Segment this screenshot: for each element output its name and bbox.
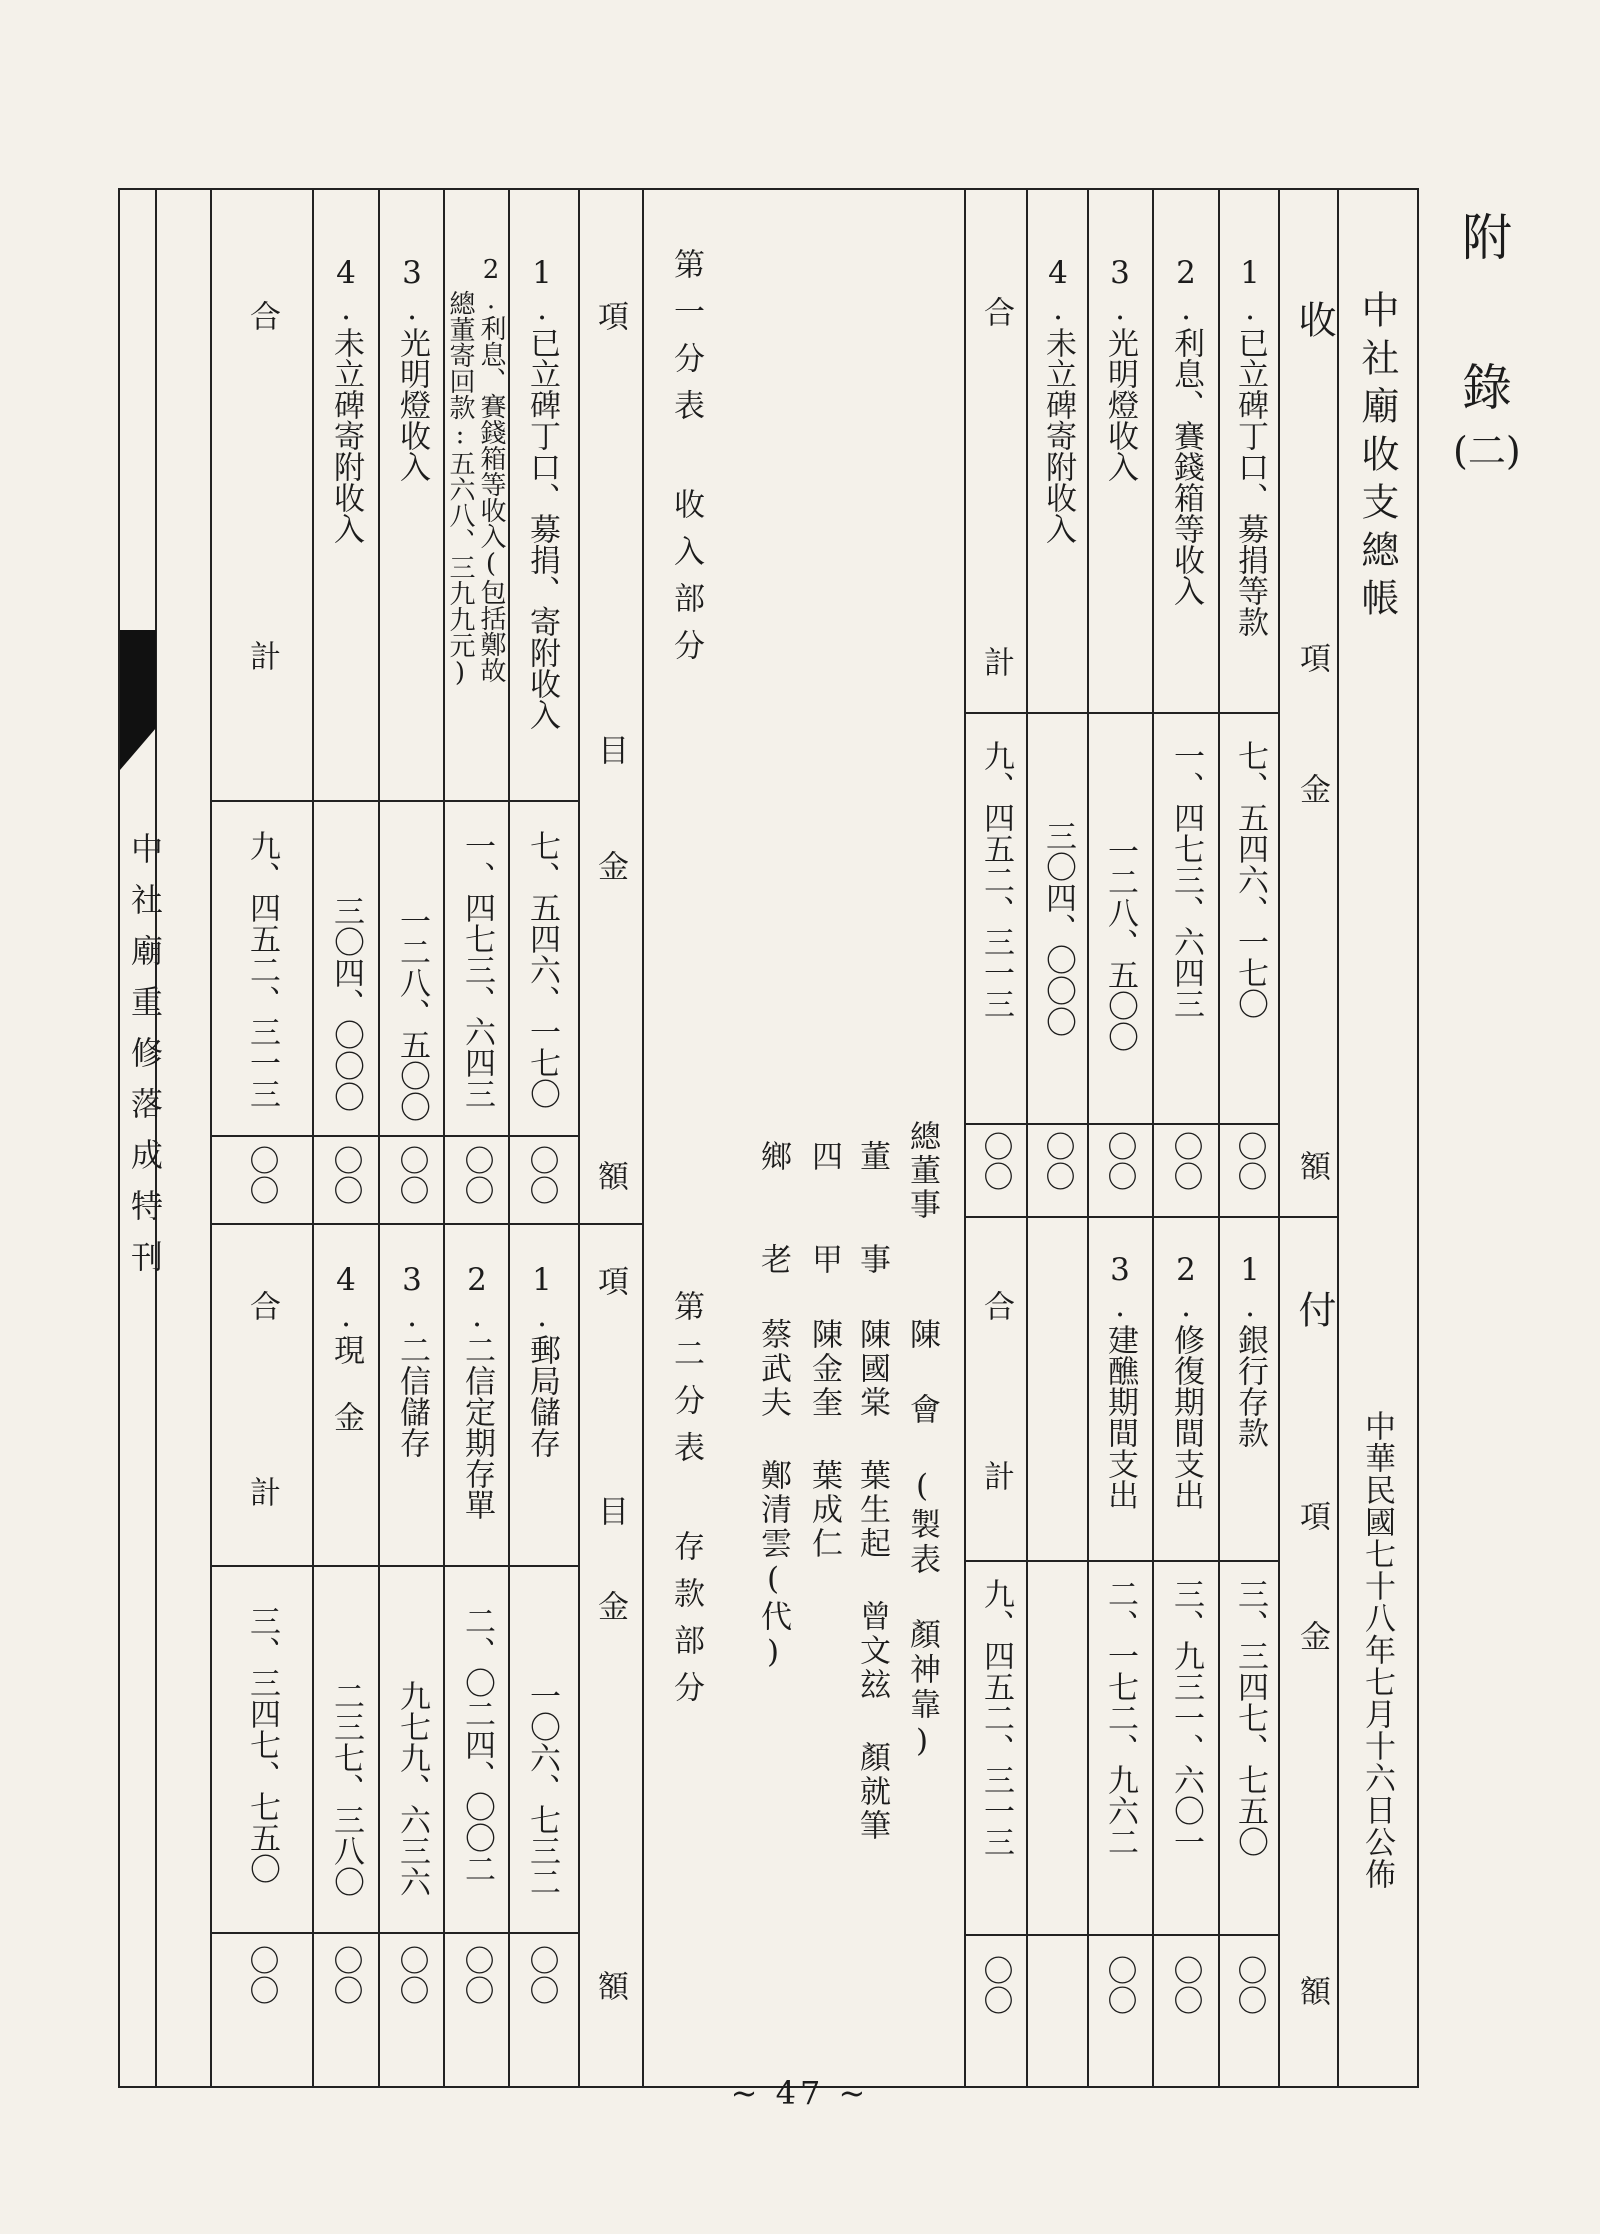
table2-item-4: 4.現 金	[328, 1262, 364, 1432]
table2-title: 第二分表 存款部分	[668, 1290, 704, 1718]
spine-title: 中社廟重修落成特刊	[126, 832, 164, 1291]
income-amount-2: 一、四七三、六四三	[1168, 740, 1204, 1019]
signature-role-4: 鄉 老	[755, 1140, 791, 1292]
income-fraction-1: 〇〇	[1231, 1131, 1267, 1191]
table1-item-4: 4.未立碑寄附收入	[328, 255, 364, 544]
expense-fraction-3: 〇〇	[1101, 1955, 1137, 2015]
table1-item-3: 3.光明燈收入	[394, 255, 430, 482]
table1-item-2: 2.利息、賽錢箱等收入(包括鄭故	[476, 255, 506, 683]
table1-item-header-bottom: 目	[592, 734, 628, 765]
expense-fraction-1: 〇〇	[1231, 1955, 1267, 2015]
table2-item-3: 3.二信儲存	[394, 1262, 430, 1458]
page-number: ~ 47 ~	[730, 2074, 870, 2112]
spine-mark	[120, 630, 156, 770]
table1-fraction-2: 〇〇	[458, 1145, 494, 1205]
expense-side-label: 付	[1292, 1290, 1336, 1328]
table2-money-header-bottom: 額	[592, 1970, 628, 2001]
income-amount-4: 三〇四、〇〇〇	[1040, 820, 1076, 1037]
table2-money-header-top: 金	[592, 1590, 628, 1621]
expense-total-label-top: 合	[978, 1290, 1014, 1321]
expense-item-1: 1.銀行存款	[1232, 1252, 1268, 1448]
table1-fraction-1: 〇〇	[523, 1145, 559, 1205]
table2-amount-3: 九七九、六三六	[394, 1680, 430, 1897]
expense-total-amount: 九、四五二、三一三	[978, 1578, 1014, 1857]
income-total-fraction: 〇〇	[977, 1131, 1013, 1191]
income-fraction-2: 〇〇	[1167, 1131, 1203, 1191]
appendix-char-1: 附	[1462, 209, 1512, 267]
income-total-label-top: 合	[978, 296, 1014, 327]
table2-amount-2: 二、〇二四、〇〇二	[459, 1605, 495, 1884]
table1-total-label-bottom: 計	[244, 640, 280, 671]
expense-money-top: 金	[1294, 1620, 1330, 1651]
summary-title: 中社廟收支總帳	[1355, 290, 1399, 626]
table1-title: 第一分表 收入部分	[668, 248, 704, 676]
signature-role-1: 總董事	[904, 1120, 940, 1222]
income-item-1: 1.已立碑丁口、募捐等款	[1232, 255, 1268, 637]
expense-total-label-bottom: 計	[978, 1460, 1014, 1491]
income-amount-1: 七、五四六、一七〇	[1232, 740, 1268, 1019]
income-item-2: 2.利息、賽錢箱等收入	[1168, 255, 1204, 606]
table2-fraction-3: 〇〇	[393, 1945, 429, 2005]
expense-item-2: 2.修復期間支出	[1168, 1252, 1204, 1510]
table2-total-fraction: 〇〇	[243, 1945, 279, 2005]
expense-total-fraction: 〇〇	[977, 1955, 1013, 2015]
signature-names-4: 蔡武夫 鄭清雲(代)	[755, 1318, 791, 1673]
table1-item-2-note: 總董寄回款:五六八、三九九元)	[445, 290, 475, 688]
appendix-char-2: 錄	[1462, 359, 1512, 417]
table2-fraction-4: 〇〇	[327, 1945, 363, 2005]
signature-names-2: 陳國棠 葉生起 曾文玆 顏就筆	[854, 1318, 890, 1843]
table2-total-label-top: 合	[244, 1290, 280, 1321]
table1-amount-4: 三〇四、〇〇〇	[328, 895, 364, 1112]
expense-amount-2: 三、九三一、六〇一	[1168, 1578, 1204, 1857]
table1-amount-2: 一、四七三、六四三	[459, 830, 495, 1109]
expense-item-label: 項	[1294, 1500, 1330, 1531]
table2-fraction-1: 〇〇	[523, 1945, 559, 2005]
table2-amount-1: 一〇六、七三二	[524, 1680, 560, 1897]
table2-fraction-2: 〇〇	[458, 1945, 494, 2005]
signature-role-3: 四 甲	[806, 1140, 842, 1292]
expense-amount-3: 二、一七二、九六二	[1102, 1578, 1138, 1857]
table2-item-header-bottom: 目	[592, 1495, 628, 1526]
income-total-label-bottom: 計	[978, 646, 1014, 677]
signature-names-1: 陳 會 (製表 顏神靠)	[904, 1318, 940, 1763]
table1-item-1: 1.已立碑丁口、募捐、寄附收入	[524, 255, 560, 730]
appendix-number: (二)	[1453, 429, 1521, 473]
table1-money-header-bottom: 額	[592, 1160, 628, 1191]
table1-amount-1: 七、五四六、一七〇	[524, 830, 560, 1109]
income-item-label: 項	[1294, 642, 1330, 673]
expense-amount-1: 三、三四七、七五〇	[1232, 1578, 1268, 1857]
table1-fraction-3: 〇〇	[393, 1145, 429, 1205]
summary-date: 中華民國七十八年七月十六日公佈	[1359, 1410, 1395, 1890]
income-money-top: 金	[1294, 773, 1330, 804]
income-fraction-4: 〇〇	[1039, 1131, 1075, 1191]
income-money-bottom: 額	[1294, 1150, 1330, 1181]
table2-total-label-bottom: 計	[244, 1476, 280, 1507]
income-total-amount: 九、四五二、三一三	[978, 740, 1014, 1019]
table1-total-label-top: 合	[244, 300, 280, 331]
table1-total-fraction: 〇〇	[243, 1145, 279, 1205]
table1-money-header-top: 金	[592, 850, 628, 881]
income-amount-3: 一二八、五〇〇	[1102, 835, 1138, 1052]
table2-item-2: 2.二信定期存單	[459, 1262, 495, 1520]
table1-total-amount: 九、四五二、三一三	[244, 830, 280, 1109]
income-item-3: 3.光明燈收入	[1102, 255, 1138, 482]
table2-total-amount: 三、三四七、七五〇	[244, 1605, 280, 1884]
income-side-label: 收	[1292, 300, 1336, 338]
table2-amount-4: 二三七、三八〇	[328, 1680, 364, 1897]
table2-item-1: 1.郵局儲存	[524, 1262, 560, 1458]
expense-item-3: 3.建醮期間支出	[1102, 1252, 1138, 1510]
expense-fraction-2: 〇〇	[1167, 1955, 1203, 2015]
signature-names-3: 陳金奎 葉成仁	[806, 1318, 842, 1561]
table1-fraction-4: 〇〇	[327, 1145, 363, 1205]
table1-amount-3: 一二八、五〇〇	[394, 905, 430, 1122]
expense-money-bottom: 額	[1294, 1975, 1330, 2006]
income-item-4: 4.未立碑寄附收入	[1040, 255, 1076, 544]
income-fraction-3: 〇〇	[1101, 1131, 1137, 1191]
table1-item-header-top: 項	[592, 300, 628, 331]
table2-item-header-top: 項	[592, 1265, 628, 1296]
signature-role-2: 董 事	[854, 1140, 890, 1292]
